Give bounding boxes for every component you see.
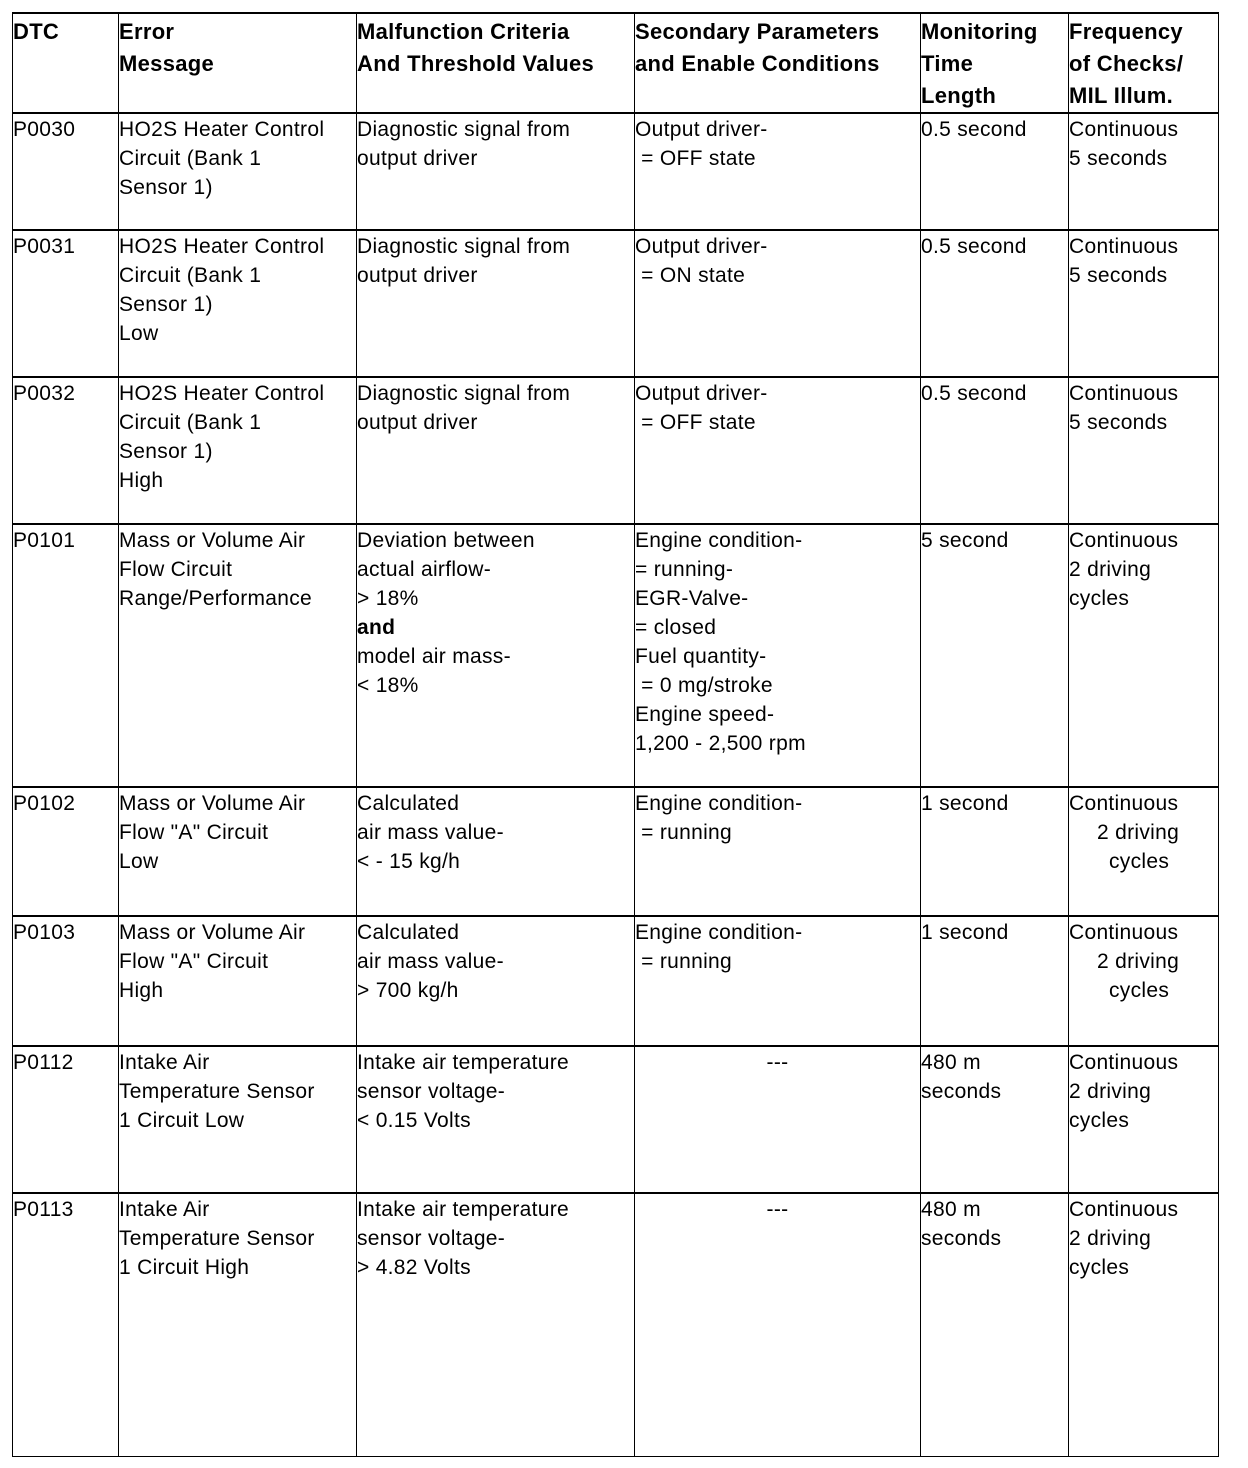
table-row bbox=[13, 524, 1219, 787]
frequency: Continuous 2 driving cycles bbox=[1069, 787, 1219, 916]
malfunction-criteria: Calculated air mass value- < - 15 kg/h bbox=[357, 787, 635, 916]
error-message: HO2S Heater Control Circuit (Bank 1 Sensor 1) bbox=[119, 113, 357, 230]
secondary-parameters: --- bbox=[635, 1193, 921, 1456]
header-row bbox=[13, 13, 1219, 113]
malfunction-criteria: Intake air temperature sensor voltage- < 0.15 Volts bbox=[357, 1046, 635, 1193]
frequency: Continuous 2 driving cycles bbox=[1069, 1193, 1219, 1456]
dtc-code: P0101 bbox=[13, 524, 119, 787]
table-row bbox=[13, 377, 1219, 524]
malfunction-criteria: Diagnostic signal from output driver bbox=[357, 113, 635, 230]
table-row bbox=[13, 916, 1219, 1046]
and-keyword: and bbox=[357, 616, 396, 639]
error-message: HO2S Heater Control Circuit (Bank 1 Sensor 1) Low bbox=[119, 230, 357, 377]
malfunction-criteria: Diagnostic signal from output driver bbox=[357, 230, 635, 377]
frequency: Continuous 5 seconds bbox=[1069, 113, 1219, 230]
monitoring-time: 1 second bbox=[921, 787, 1069, 916]
dtc-code: P0030 bbox=[13, 113, 119, 230]
table-row bbox=[13, 230, 1219, 377]
frequency: Continuous 2 driving cycles bbox=[1069, 524, 1219, 787]
header-secondary-parameters: Secondary Parameters and Enable Conditions bbox=[635, 13, 921, 113]
header-frequency: Frequency of Checks/ MIL Illum. bbox=[1069, 13, 1219, 113]
secondary-parameters: --- bbox=[635, 1046, 921, 1193]
monitoring-time: 480 m seconds bbox=[921, 1046, 1069, 1193]
monitoring-time: 5 second bbox=[921, 524, 1069, 787]
table-row bbox=[13, 787, 1219, 916]
monitoring-time: 1 second bbox=[921, 916, 1069, 1046]
dtc-code: P0031 bbox=[13, 230, 119, 377]
dtc-code: P0112 bbox=[13, 1046, 119, 1193]
error-message: Intake Air Temperature Sensor 1 Circuit Low bbox=[119, 1046, 357, 1193]
dtc-table bbox=[12, 12, 1219, 1457]
table-row bbox=[13, 1046, 1219, 1193]
table-row bbox=[13, 113, 1219, 230]
secondary-parameters: Output driver- = ON state bbox=[635, 230, 921, 377]
monitoring-time: 0.5 second bbox=[921, 113, 1069, 230]
header-error-message: Error Message bbox=[119, 13, 357, 113]
malfunction-criteria: Deviation between actual airflow- > 18% and model air mass- < 18% bbox=[357, 524, 635, 787]
error-message: Mass or Volume Air Flow "A" Circuit Low bbox=[119, 787, 357, 916]
header-monitoring-time: Monitoring Time Length bbox=[921, 13, 1069, 113]
dtc-code: P0103 bbox=[13, 916, 119, 1046]
header-malfunction-criteria: Malfunction Criteria And Threshold Values bbox=[357, 13, 635, 113]
header-dtc: DTC bbox=[13, 13, 119, 113]
monitoring-time: 0.5 second bbox=[921, 377, 1069, 524]
secondary-parameters: Engine condition- = running bbox=[635, 787, 921, 916]
error-message: HO2S Heater Control Circuit (Bank 1 Sensor 1) High bbox=[119, 377, 357, 524]
malfunction-criteria: Calculated air mass value- > 700 kg/h bbox=[357, 916, 635, 1046]
secondary-parameters: Output driver- = OFF state bbox=[635, 377, 921, 524]
secondary-parameters: Engine condition- = running bbox=[635, 916, 921, 1046]
dtc-code: P0032 bbox=[13, 377, 119, 524]
malfunction-criteria: Intake air temperature sensor voltage- > 4.82 Volts bbox=[357, 1193, 635, 1456]
monitoring-time: 480 m seconds bbox=[921, 1193, 1069, 1456]
monitoring-time: 0.5 second bbox=[921, 230, 1069, 377]
frequency: Continuous 2 driving cycles bbox=[1069, 916, 1219, 1046]
dtc-code: P0102 bbox=[13, 787, 119, 916]
error-message: Intake Air Temperature Sensor 1 Circuit High bbox=[119, 1193, 357, 1456]
dtc-code: P0113 bbox=[13, 1193, 119, 1456]
secondary-parameters: Output driver- = OFF state bbox=[635, 113, 921, 230]
malfunction-criteria: Diagnostic signal from output driver bbox=[357, 377, 635, 524]
frequency: Continuous 2 driving cycles bbox=[1069, 1046, 1219, 1193]
error-message: Mass or Volume Air Flow Circuit Range/Performance bbox=[119, 524, 357, 787]
error-message: Mass or Volume Air Flow "A" Circuit High bbox=[119, 916, 357, 1046]
frequency: Continuous 5 seconds bbox=[1069, 230, 1219, 377]
secondary-parameters: Engine condition- = running- EGR-Valve- = closed Fuel quantity- = 0 mg/stroke Engine speed- 1,200 - 2,500 rpm bbox=[635, 524, 921, 787]
table-row bbox=[13, 1193, 1219, 1456]
frequency: Continuous 5 seconds bbox=[1069, 377, 1219, 524]
